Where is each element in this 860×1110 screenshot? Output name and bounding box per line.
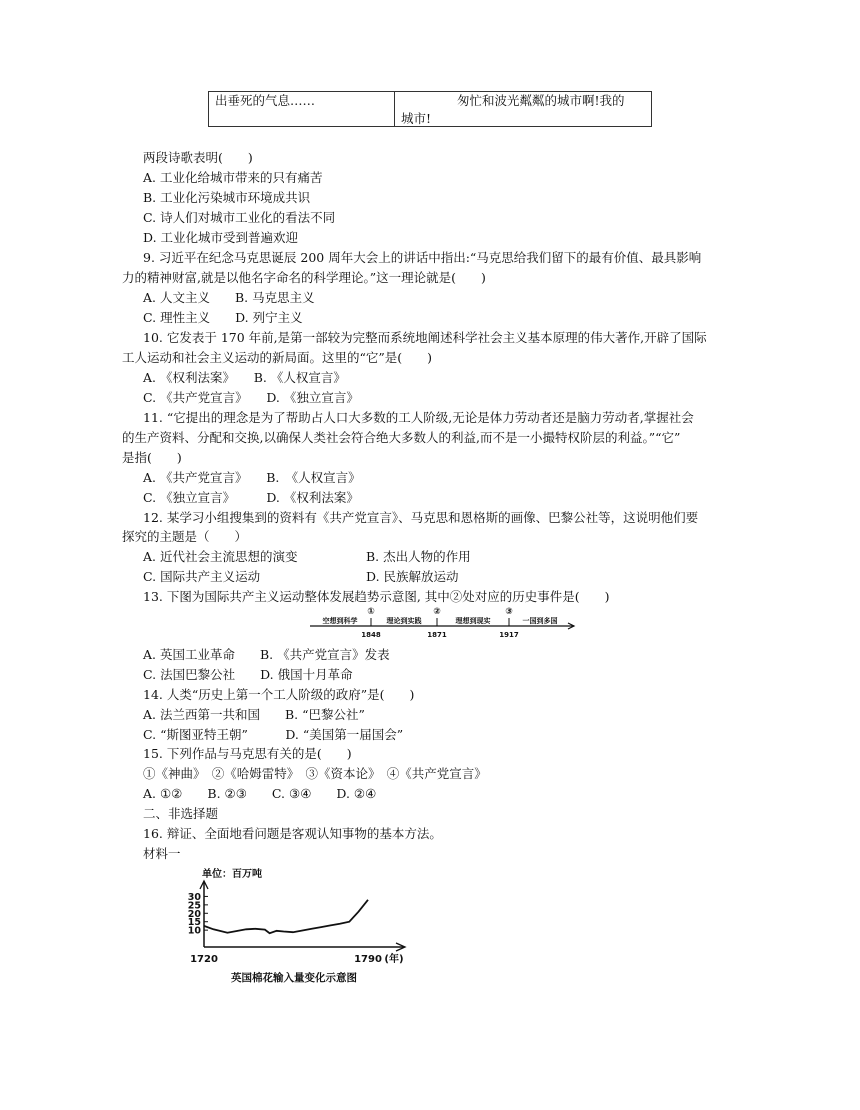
chart-title: 英国棉花输入量变化示意图 [231, 972, 357, 984]
q13-stem: 13. 下图为国际共产主义运动整体发展趋势示意图, 其中②处对应的历史事件是( ) [143, 589, 610, 604]
q13-options-row-2: C. 法国巴黎公社 D. 俄国十月革命 [143, 667, 353, 682]
q14-options-row-1: A. 法兰西第一共和国 B. “巴黎公社” [143, 707, 365, 722]
timeline-segment-1: 空想到科学 [322, 617, 358, 625]
q15-items: ①《神曲》 ②《哈姆雷特》 ③《资本论》 ④《共产党宣言》 [143, 766, 487, 781]
chart-y-tick-label-30: 30 [187, 891, 201, 903]
cotton-import-chart [180, 864, 420, 988]
q12-option-b: B. 杰出人物的作用 [366, 549, 471, 564]
q10-options-row-2: C. 《共产党宣言》 D. 《独立宣言》 [143, 390, 359, 405]
q15-options: A. ①② B. ②③ C. ③④ D. ②④ [143, 786, 377, 801]
chart-y-tick-label-10: 10 [187, 925, 201, 937]
q9-stem-line-2: 力的精神财富,就是以他名字命名的科学理论。”这一理论就是( ) [122, 270, 486, 285]
timeline-year-1: 1848 [361, 631, 381, 639]
timeline-segment-3: 理想到现实 [455, 617, 491, 625]
chart-y-tick-label-15: 15 [187, 917, 201, 929]
q12-stem-line-2: 探究的主题是（ ） [122, 529, 248, 544]
poem-cell-left: 出垂死的气息…… [209, 92, 395, 126]
q10-stem-line-1: 10. 它发表于 170 年前,是第一部较为完整而系统地阐述科学社会主义基本原理的伟大著作,开辟了国际 [143, 330, 707, 345]
timeline-segment-2: 理论到实践 [386, 617, 422, 625]
poem-right-line-1: 匆忙和波光粼粼的城市啊!我的 [457, 93, 625, 108]
q10-stem-line-2: 工人运动和社会主义运动的新局面。这里的“它”是( ) [122, 350, 433, 365]
chart-x-tick-1720: 1720 [190, 954, 218, 965]
q15-stem: 15. 下列作品与马克思有关的是( ) [143, 746, 352, 761]
q16-stem: 16. 辩证、全面地看问题是客观认知事物的基本方法。 [143, 826, 442, 841]
chart-y-ticks [188, 892, 208, 937]
q12-option-d: D. 民族解放运动 [366, 569, 459, 584]
q10-options-row-1: A. 《权利法案》 B. 《人权宣言》 [143, 370, 346, 385]
timeline-year-2: 1871 [427, 631, 447, 639]
timeline-year-3: 1917 [499, 631, 519, 639]
q8-option-a: A. 工业化给城市带来的只有痛苦 [143, 170, 323, 185]
q11-stem-line-2: 的生产资料、分配和交换,以确保人类社会符合绝大多数人的利益,而不是一小撮特权阶层的利益。”“它” [122, 430, 681, 445]
chart-y-tick-label-20: 20 [187, 908, 201, 920]
section-2-heading: 二、非选择题 [143, 806, 219, 821]
q14-options-row-2: C. “斯图亚特王朝” D. “美国第一届国会” [143, 727, 404, 742]
material-1-label: 材料一 [143, 846, 181, 861]
q12-stem-line-1: 12. 某学习小组搜集到的资料有《共产党宣言》、马克思和恩格斯的画像、巴黎公社等，这说明他们要 [143, 510, 699, 525]
q13-options-row-1: A. 英国工业革命 B. 《共产党宣言》发表 [143, 647, 390, 662]
q8-stem: 两段诗歌表明( ) [143, 150, 253, 165]
q11-stem-line-3: 是指( ) [122, 450, 182, 465]
timeline-marker-3: ③ [505, 607, 513, 617]
poem-cell-right [395, 92, 651, 126]
q14-stem: 14. 人类“历史上第一个工人阶级的政府”是( ) [143, 687, 415, 702]
q11-options-row-1: A. 《共产党宣言》 B. 《人权宣言》 [143, 470, 361, 485]
q11-stem-line-1: 11. “它提出的理念是为了帮助占人口大多数的工人阶级,无论是体力劳动者还是脑力劳动者,掌握社会 [143, 410, 694, 425]
chart-x-tick-1790: 1790 [354, 954, 382, 965]
chart-y-tick-label-25: 25 [187, 900, 201, 912]
chart-unit-label: 单位：百万吨 [202, 869, 262, 880]
q11-options-row-2: C. 《独立宣言》 D. 《权利法案》 [143, 490, 359, 505]
chart-series-line [204, 900, 368, 933]
q8-option-d: D. 工业化城市受到普遍欢迎 [143, 230, 299, 245]
poem-table [208, 91, 652, 127]
timeline-marker-1: ① [367, 607, 375, 617]
q9-options-row-1: A. 人文主义 B. 马克思主义 [143, 290, 315, 305]
q9-options-row-2: C. 理性主义 D. 列宁主义 [143, 310, 303, 325]
chart-x-axis-label: (年) [384, 954, 404, 965]
q8-option-b: B. 工业化污染城市环境成共识 [143, 190, 311, 205]
timeline-segment-4: 一国到多国 [522, 617, 558, 625]
q9-stem-line-1: 9. 习近平在纪念马克思诞辰 200 周年大会上的讲话中指出:“马克思给我们留下的最有价值、最具影响 [143, 250, 702, 265]
timeline-marker-2: ② [433, 607, 441, 617]
poem-right-line-2: 城市! [401, 111, 432, 126]
q8-option-c: C. 诗人们对城市工业化的看法不同 [143, 210, 336, 225]
q12-option-a: A. 近代社会主流思想的演变 [143, 549, 298, 564]
q12-option-c: C. 国际共产主义运动 [143, 569, 261, 584]
communism-timeline-diagram [310, 606, 576, 640]
